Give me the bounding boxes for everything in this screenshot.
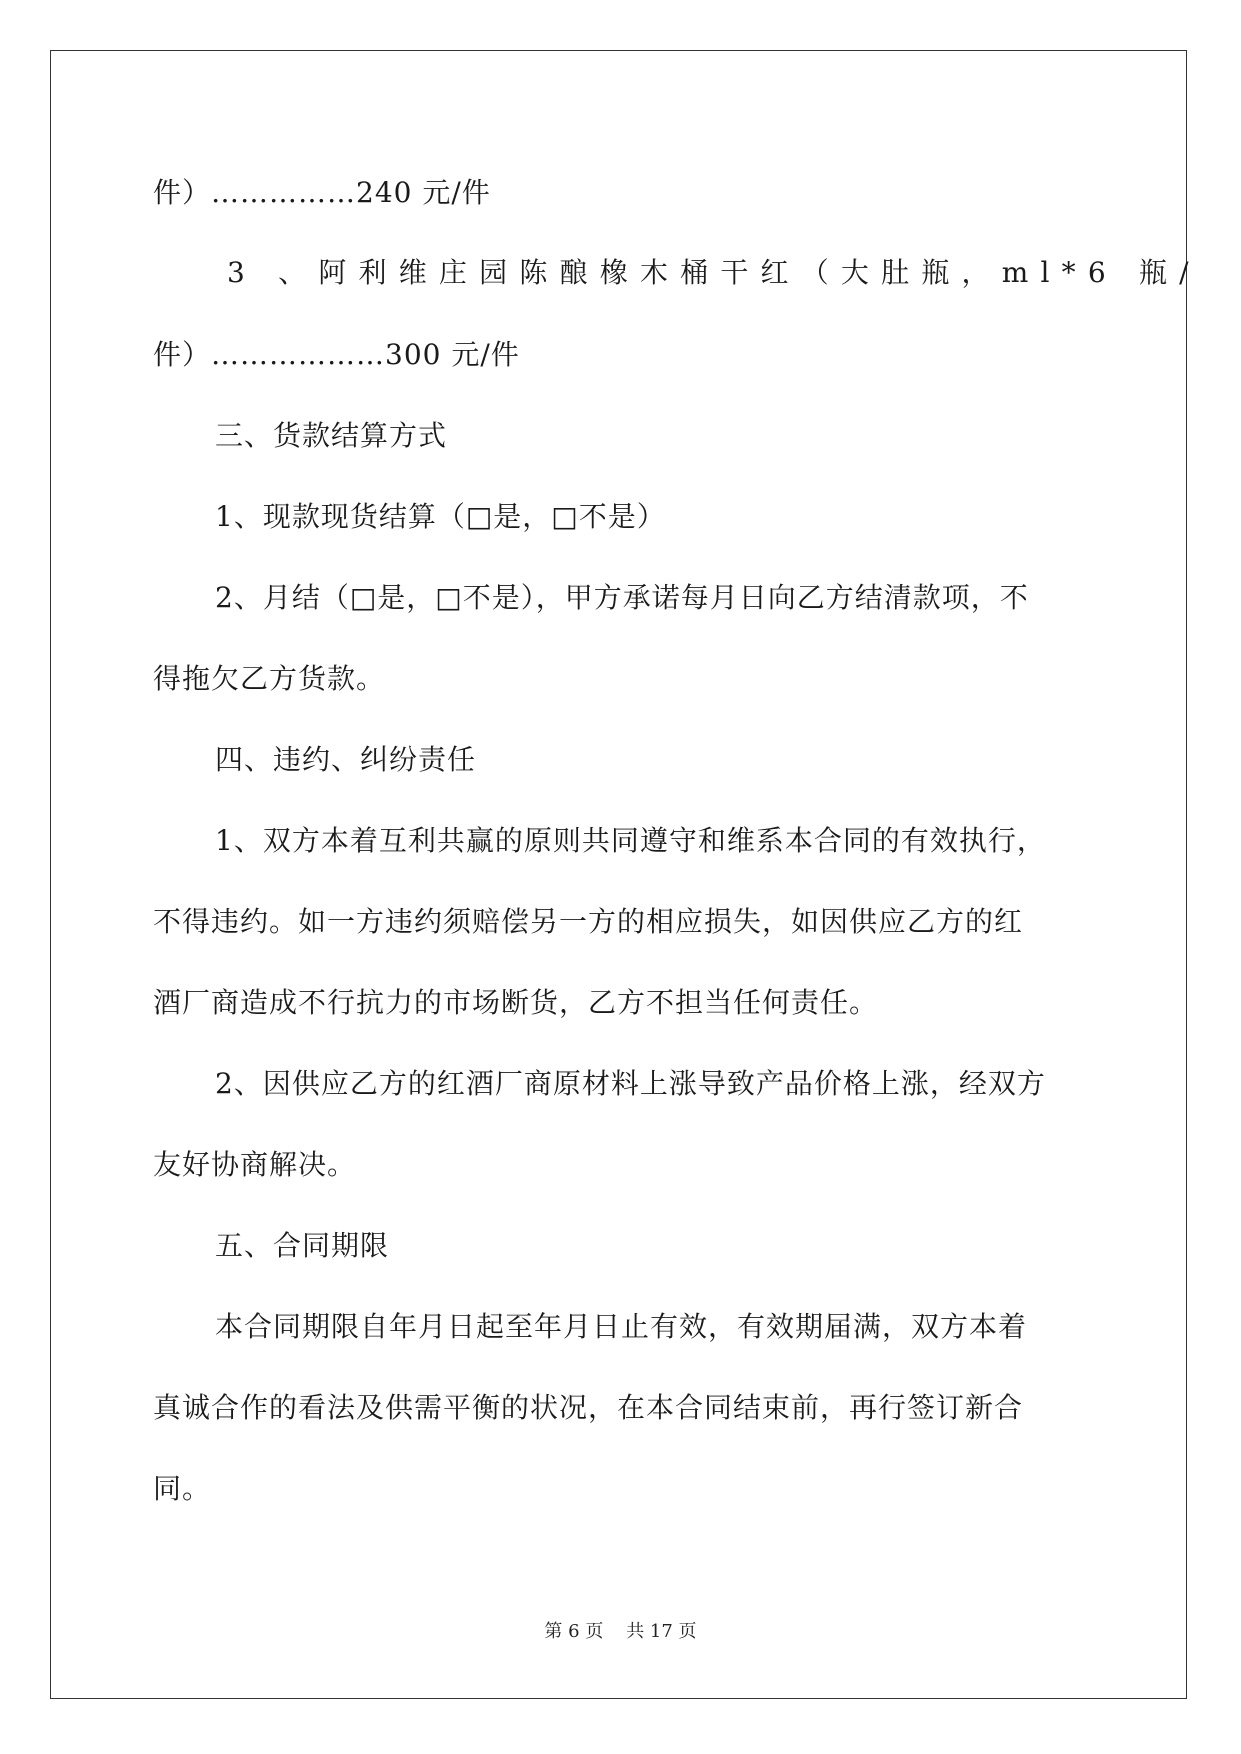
page-border: [50, 50, 1187, 1699]
section-heading: 三、货款结算方式: [215, 419, 448, 452]
page-number-footer: 第 6 页 共 17 页: [544, 1621, 697, 1642]
text-line: 得拖欠乙方货款。: [153, 662, 386, 695]
text-line: 酒厂商造成不行抗力的市场断货，乙方不担当任何责任。: [153, 986, 879, 1019]
section-heading: 五、合同期限: [215, 1229, 390, 1262]
text-line: 1、现款现货结算（□是，□不是）: [215, 500, 666, 533]
text-line: 同。: [153, 1472, 212, 1505]
text-line: 本合同期限自年月日起至年月日止有效，有效期届满，双方本着: [215, 1310, 1028, 1343]
text-line: 件）………………300 元/件: [153, 338, 520, 371]
text-line: 3 、阿利维庄园陈酿橡木桶干红（大肚瓶，ml*6 瓶/: [227, 256, 1201, 289]
text-line: 不得违约。如一方违约须赔偿另一方的相应损失，如因供应乙方的红: [153, 905, 1024, 938]
section-heading: 四、违约、纠纷责任: [215, 743, 477, 776]
text-line: 件）……………240 元/件: [153, 176, 491, 209]
text-line: 友好协商解决。: [153, 1148, 357, 1181]
text-line: 真诚合作的看法及供需平衡的状况，在本合同结束前，再行签订新合: [153, 1391, 1024, 1424]
text-line: 1、双方本着互利共赢的原则共同遵守和维系本合同的有效执行，: [215, 824, 1046, 857]
text-line: 2、月结（□是，□不是），甲方承诺每月日向乙方结清款项，不: [215, 581, 1029, 614]
text-line: 2、因供应乙方的红酒厂商原材料上涨导致产品价格上涨，经双方: [215, 1067, 1046, 1100]
